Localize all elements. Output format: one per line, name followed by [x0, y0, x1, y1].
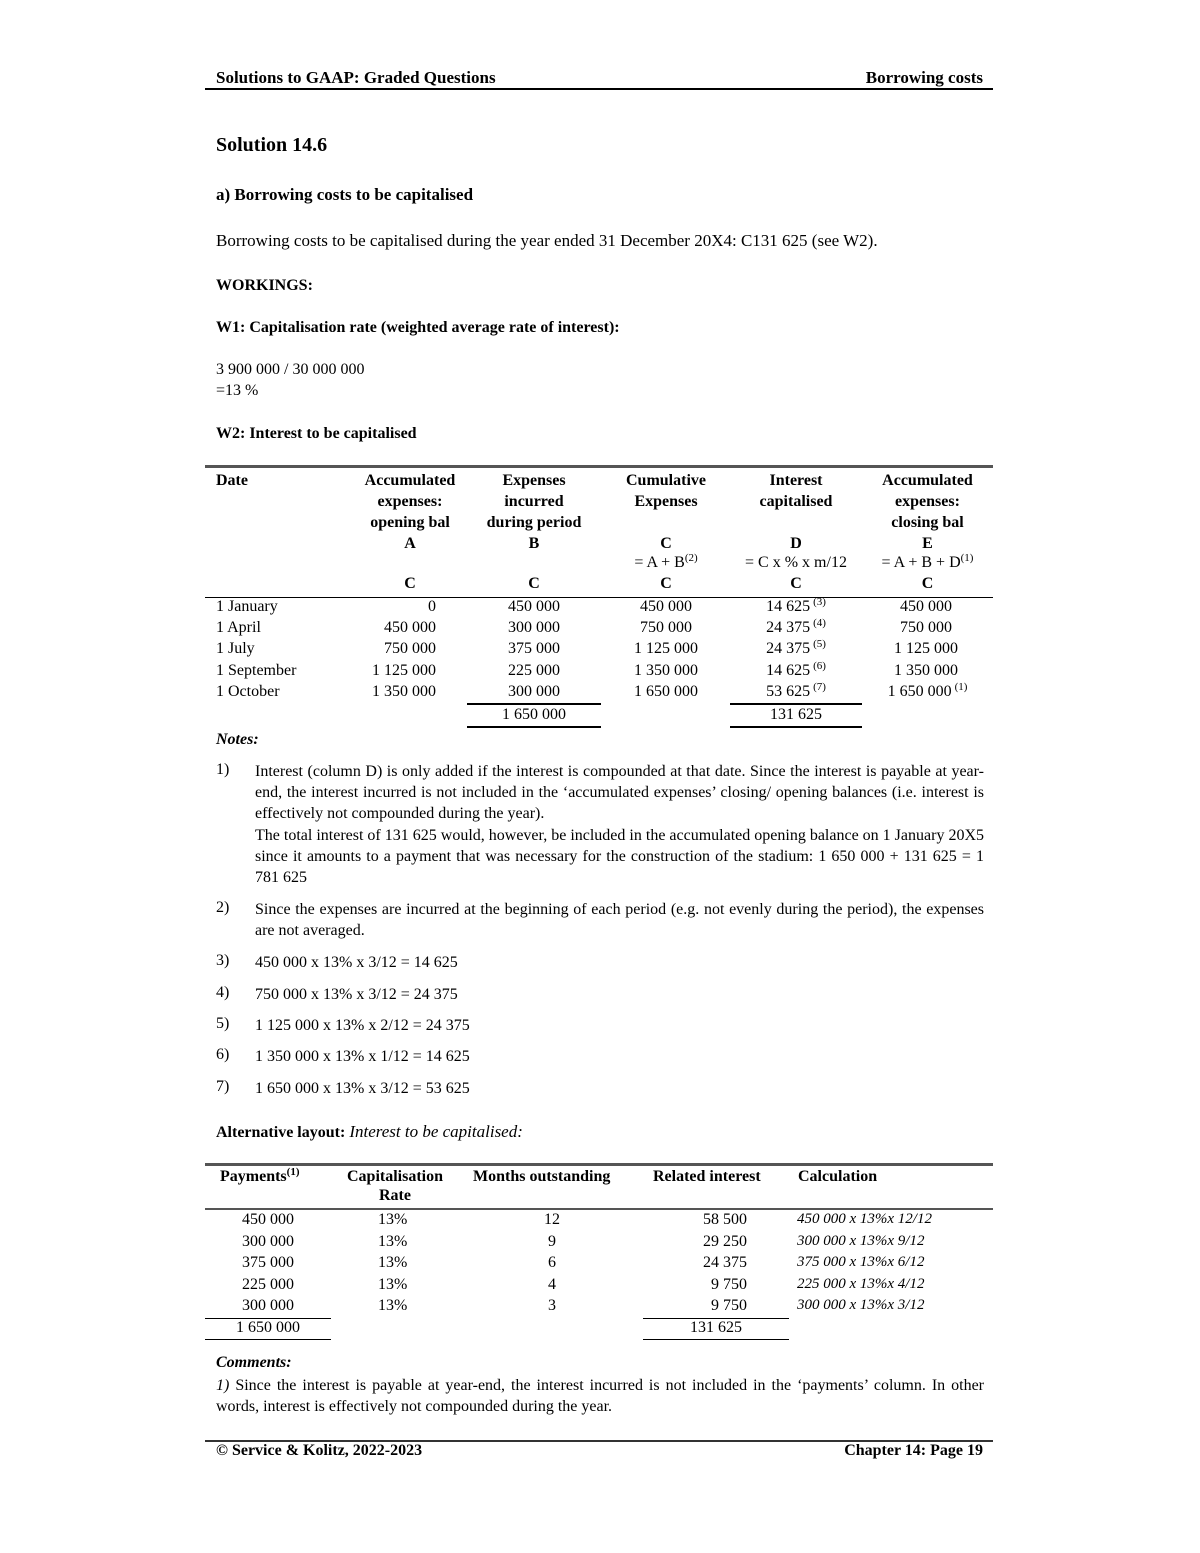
w2-col-formula-3: = $A + B^{(2)}$ [634, 552, 698, 571]
w2-cell-c: 1 125 000 [634, 640, 698, 658]
w2-col-header-line: C [660, 535, 672, 552]
w2-currency-2: C [528, 575, 540, 592]
w2-cell-e: 1 350 000 [894, 661, 958, 679]
w2-col-header-line: expenses: [895, 493, 960, 510]
alt-head-interest: Related interest [653, 1168, 761, 1185]
w2-col-formula-5: = $A + B + D^{(1)}$ [881, 552, 974, 571]
alt-cell-months: 3 [548, 1297, 556, 1314]
alt-head-rate: Capitalisation Rate [346, 1168, 443, 1204]
alt-payment-total-underline [205, 1339, 331, 1340]
w2-cell-c: 750 000 [640, 619, 692, 637]
note-7-num: 7) [216, 1078, 230, 1095]
alt-head-payments: Payments$^{(1)}$ [220, 1166, 300, 1185]
w2-cell-b: 300 000 [508, 619, 560, 637]
alt-cell-interest: 9 750 [711, 1297, 747, 1314]
w2-cell-c: 1 650 000 [634, 682, 698, 700]
w2-cell-c: 1 350 000 [634, 661, 698, 679]
w2-cell-c: 450 000 [640, 598, 692, 615]
w2-col-header-5 [862, 470, 993, 554]
note-4-text: 750 000 x 13% x 3/12 = 24 375 [255, 986, 458, 1003]
w2-col-header-line: Accumulated [882, 472, 973, 489]
alt-total-payment: 1 650 000 [236, 1319, 300, 1336]
note-6-num: 6) [216, 1046, 230, 1063]
w2-col-header-line: A [404, 535, 416, 552]
w2-top-rule [205, 465, 993, 468]
w2-col-header-3 [602, 470, 730, 554]
note-5-text: 1 125 000 x 13% x 2/12 = 24 375 [255, 1017, 470, 1034]
w2-cell-date: 1 September [216, 661, 297, 679]
w2-cell-d: 24 375 $^{(4)}$ [766, 617, 826, 637]
w1-title: W1: Capitalisation rate (weighted average rate of interest): [216, 319, 620, 336]
note-4-num: 4) [216, 984, 230, 1001]
alt-payment-last-underline [205, 1318, 331, 1319]
alt-cell-payment: 300 000 [242, 1297, 294, 1314]
alt-cell-months: 12 [544, 1211, 560, 1228]
w2-col-header-2 [467, 470, 601, 554]
intro-text: Borrowing costs to be capitalised during the year ended 31 December 20X4: C131 625 (see W2). [216, 231, 878, 250]
alt-cell-months: 9 [548, 1232, 556, 1250]
w2-col-header-line [730, 512, 862, 533]
alt-cell-rate: 13% [378, 1254, 408, 1271]
w2-col-header-1 [346, 470, 474, 554]
header-rule [205, 88, 993, 90]
alt-cell-interest: 9 750 [711, 1275, 747, 1293]
w2-cell-b: 375 000 [508, 640, 560, 658]
w2-cell-d: 14 625 $^{(3)}$ [766, 596, 826, 615]
w2-cell-a: 750 000 [384, 640, 436, 658]
solution-title: Solution 14.6 [216, 134, 328, 156]
note-1-para-1: Interest (column D) is only added if the interest is compounded at that date. Since the interest is payable at year-end, the interest incurred is not included in the ‘accumulated expenses’ closing/ opening balances (i.e. interest is effectively not compounded during the year). [255, 763, 984, 822]
comments-text [216, 1375, 984, 1417]
note-6-text: 1 350 000 x 13% x 1/12 = 14 625 [255, 1048, 470, 1065]
w2-currency-3: C [660, 575, 672, 592]
w2-col-header-line: Interest [769, 472, 823, 489]
alt-cell-calc: 450 000 x 13%x 12/12 [797, 1211, 932, 1227]
w2-col-header-line [602, 512, 730, 533]
w2-col-header-line: Date [216, 472, 248, 489]
note-1-para-2: The total interest of 131 625 would, however, be included in the accumulated opening balance on 1 January 20X5 since it amounts to a payment that was necessary for the construction of the stadium: 1 650 000 + 131 625 = 1 781 625 [255, 827, 984, 886]
alt-cell-payment: 225 000 [242, 1275, 294, 1293]
w2-col-header-line: incurred [504, 493, 564, 510]
w2-b-total-underline [467, 726, 601, 728]
w2-b-total-rule [467, 703, 601, 705]
note-2-text: Since the expenses are incurred at the beginning of each period (e.g. not evenly during the period), the expenses are not averaged. [255, 901, 984, 939]
alt-cell-interest: 24 375 [703, 1254, 747, 1271]
note-5-num: 5) [216, 1015, 230, 1032]
alt-cell-payment: 375 000 [242, 1254, 294, 1271]
alt-head-months: Months outstanding [473, 1168, 611, 1185]
note-1-text [255, 761, 984, 888]
alt-cell-rate: 13% [378, 1297, 408, 1314]
w2-col-header-line: during period [486, 514, 582, 531]
w2-col-header-line: closing bal [891, 514, 964, 531]
w1-line2: =13 % [216, 382, 259, 399]
w2-cell-a: 450 000 [384, 619, 436, 637]
alt-cell-interest: 58 500 [703, 1211, 747, 1228]
w2-cell-b: 225 000 [508, 661, 560, 679]
w2-col-header-line: B [528, 535, 540, 552]
w2-cell-date: 1 October [216, 682, 280, 700]
alt-cell-calc: 225 000 x 13%x 4/12 [797, 1275, 925, 1292]
w2-col-header-line: expenses: [377, 493, 443, 510]
w2-cell-e: 750 000 [900, 619, 952, 637]
alt-cell-calc: 300 000 x 13%x 3/12 [797, 1297, 925, 1313]
comments-num: 1) [216, 1377, 230, 1394]
w2-cell-d: 14 625 $^{(6)}$ [766, 659, 826, 679]
w2-col-header-line: opening bal [370, 514, 450, 531]
w1-line1: 3 900 000 / 30 000 000 [216, 361, 365, 378]
note-2-num: 2) [216, 899, 230, 916]
w2-cell-d: 53 625 $^{(7)}$ [766, 680, 826, 700]
w2-total-b: 1 650 000 [502, 706, 566, 723]
alt-total-interest: 131 625 [690, 1319, 742, 1336]
w2-col-header-line: Accumulated [364, 472, 456, 489]
alt-interest-total-underline [643, 1339, 789, 1340]
w2-cell-date: 1 July [216, 640, 255, 658]
w2-title: W2: Interest to be capitalised [216, 425, 417, 442]
notes-label: Notes: [216, 731, 259, 748]
note-1-num: 1) [216, 761, 230, 778]
w2-cell-date: 1 April [216, 619, 261, 637]
alt-cell-interest: 29 250 [703, 1232, 747, 1250]
w2-currency-1: C [404, 575, 416, 592]
w2-cell-a: 1 350 000 [372, 682, 436, 700]
w2-total-d: 131 625 [770, 706, 822, 723]
alt-cell-payment: 300 000 [242, 1232, 294, 1250]
w2-cell-e: 1 650 000 $^{(1)}$ [887, 680, 968, 700]
w2-col-header-0 [216, 470, 336, 491]
alt-cell-rate: 13% [378, 1232, 408, 1250]
alt-label-bold: Alternative layout: [216, 1124, 346, 1141]
alt-cell-calc: 300 000 x 13%x 9/12 [797, 1232, 925, 1249]
alt-header-rule [205, 1208, 993, 1210]
note-3-text: 450 000 x 13% x 3/12 = 14 625 [255, 954, 458, 971]
w2-col-header-line: capitalised [759, 493, 833, 510]
w2-col-header-4 [730, 470, 862, 554]
note-3-num: 3) [216, 952, 230, 969]
footer-right: Chapter 14: Page 19 [844, 1442, 983, 1459]
alt-cell-payment: 450 000 [242, 1211, 294, 1228]
w2-cell-b: 450 000 [508, 598, 560, 615]
alt-top-rule [205, 1163, 993, 1166]
note-7-text: 1 650 000 x 13% x 3/12 = 53 625 [255, 1080, 470, 1097]
comments-label: Comments: [216, 1354, 292, 1371]
w2-d-total-underline [730, 726, 862, 728]
w2-currency-4: C [790, 575, 802, 592]
alt-cell-months: 4 [548, 1275, 556, 1293]
w2-col-header-line: Expenses [502, 472, 566, 489]
w2-currency-5: C [921, 575, 934, 592]
w2-col-header-line: Cumulative [626, 472, 706, 489]
header-right: Borrowing costs [865, 68, 983, 87]
w2-cell-a: 1 125 000 [372, 661, 436, 679]
alt-cell-calc: 375 000 x 13%x 6/12 [797, 1254, 925, 1270]
alt-label [216, 1122, 523, 1142]
w2-cell-e: 450 000 [900, 598, 952, 615]
alt-cell-rate: 13% [378, 1211, 408, 1228]
w2-cell-a: 0 [428, 598, 436, 615]
w2-col-header-line: D [790, 535, 802, 552]
workings-label: WORKINGS: [216, 277, 313, 294]
w2-col-header-line: Expenses [634, 493, 698, 510]
footer-left: © Service & Kolitz, 2022-2023 [216, 1442, 423, 1459]
w2-cell-date: 1 January [216, 598, 278, 615]
alt-label-italic: Interest to be capitalised: [349, 1122, 523, 1141]
alt-head-calc: Calculation [798, 1168, 878, 1185]
w2-col-formula-4: = C x % x m/12 [745, 554, 847, 571]
w2-cell-d: 24 375 $^{(5)}$ [766, 638, 826, 658]
alt-cell-rate: 13% [378, 1275, 408, 1293]
w2-d-last-underline [730, 703, 862, 705]
part-a-title: a) Borrowing costs to be capitalised [216, 185, 474, 204]
comments-body: Since the interest is payable at year-end, the interest incurred is not included in the ‘payments’ column. In other words, interest is effectively not compounded during the year. [216, 1377, 985, 1415]
header-left: Solutions to GAAP: Graded Questions [216, 68, 496, 87]
w2-col-header-line: E [922, 535, 933, 552]
alt-cell-months: 6 [548, 1254, 556, 1271]
w2-cell-e: 1 125 000 [894, 640, 958, 658]
w2-cell-b: 300 000 [508, 682, 560, 700]
